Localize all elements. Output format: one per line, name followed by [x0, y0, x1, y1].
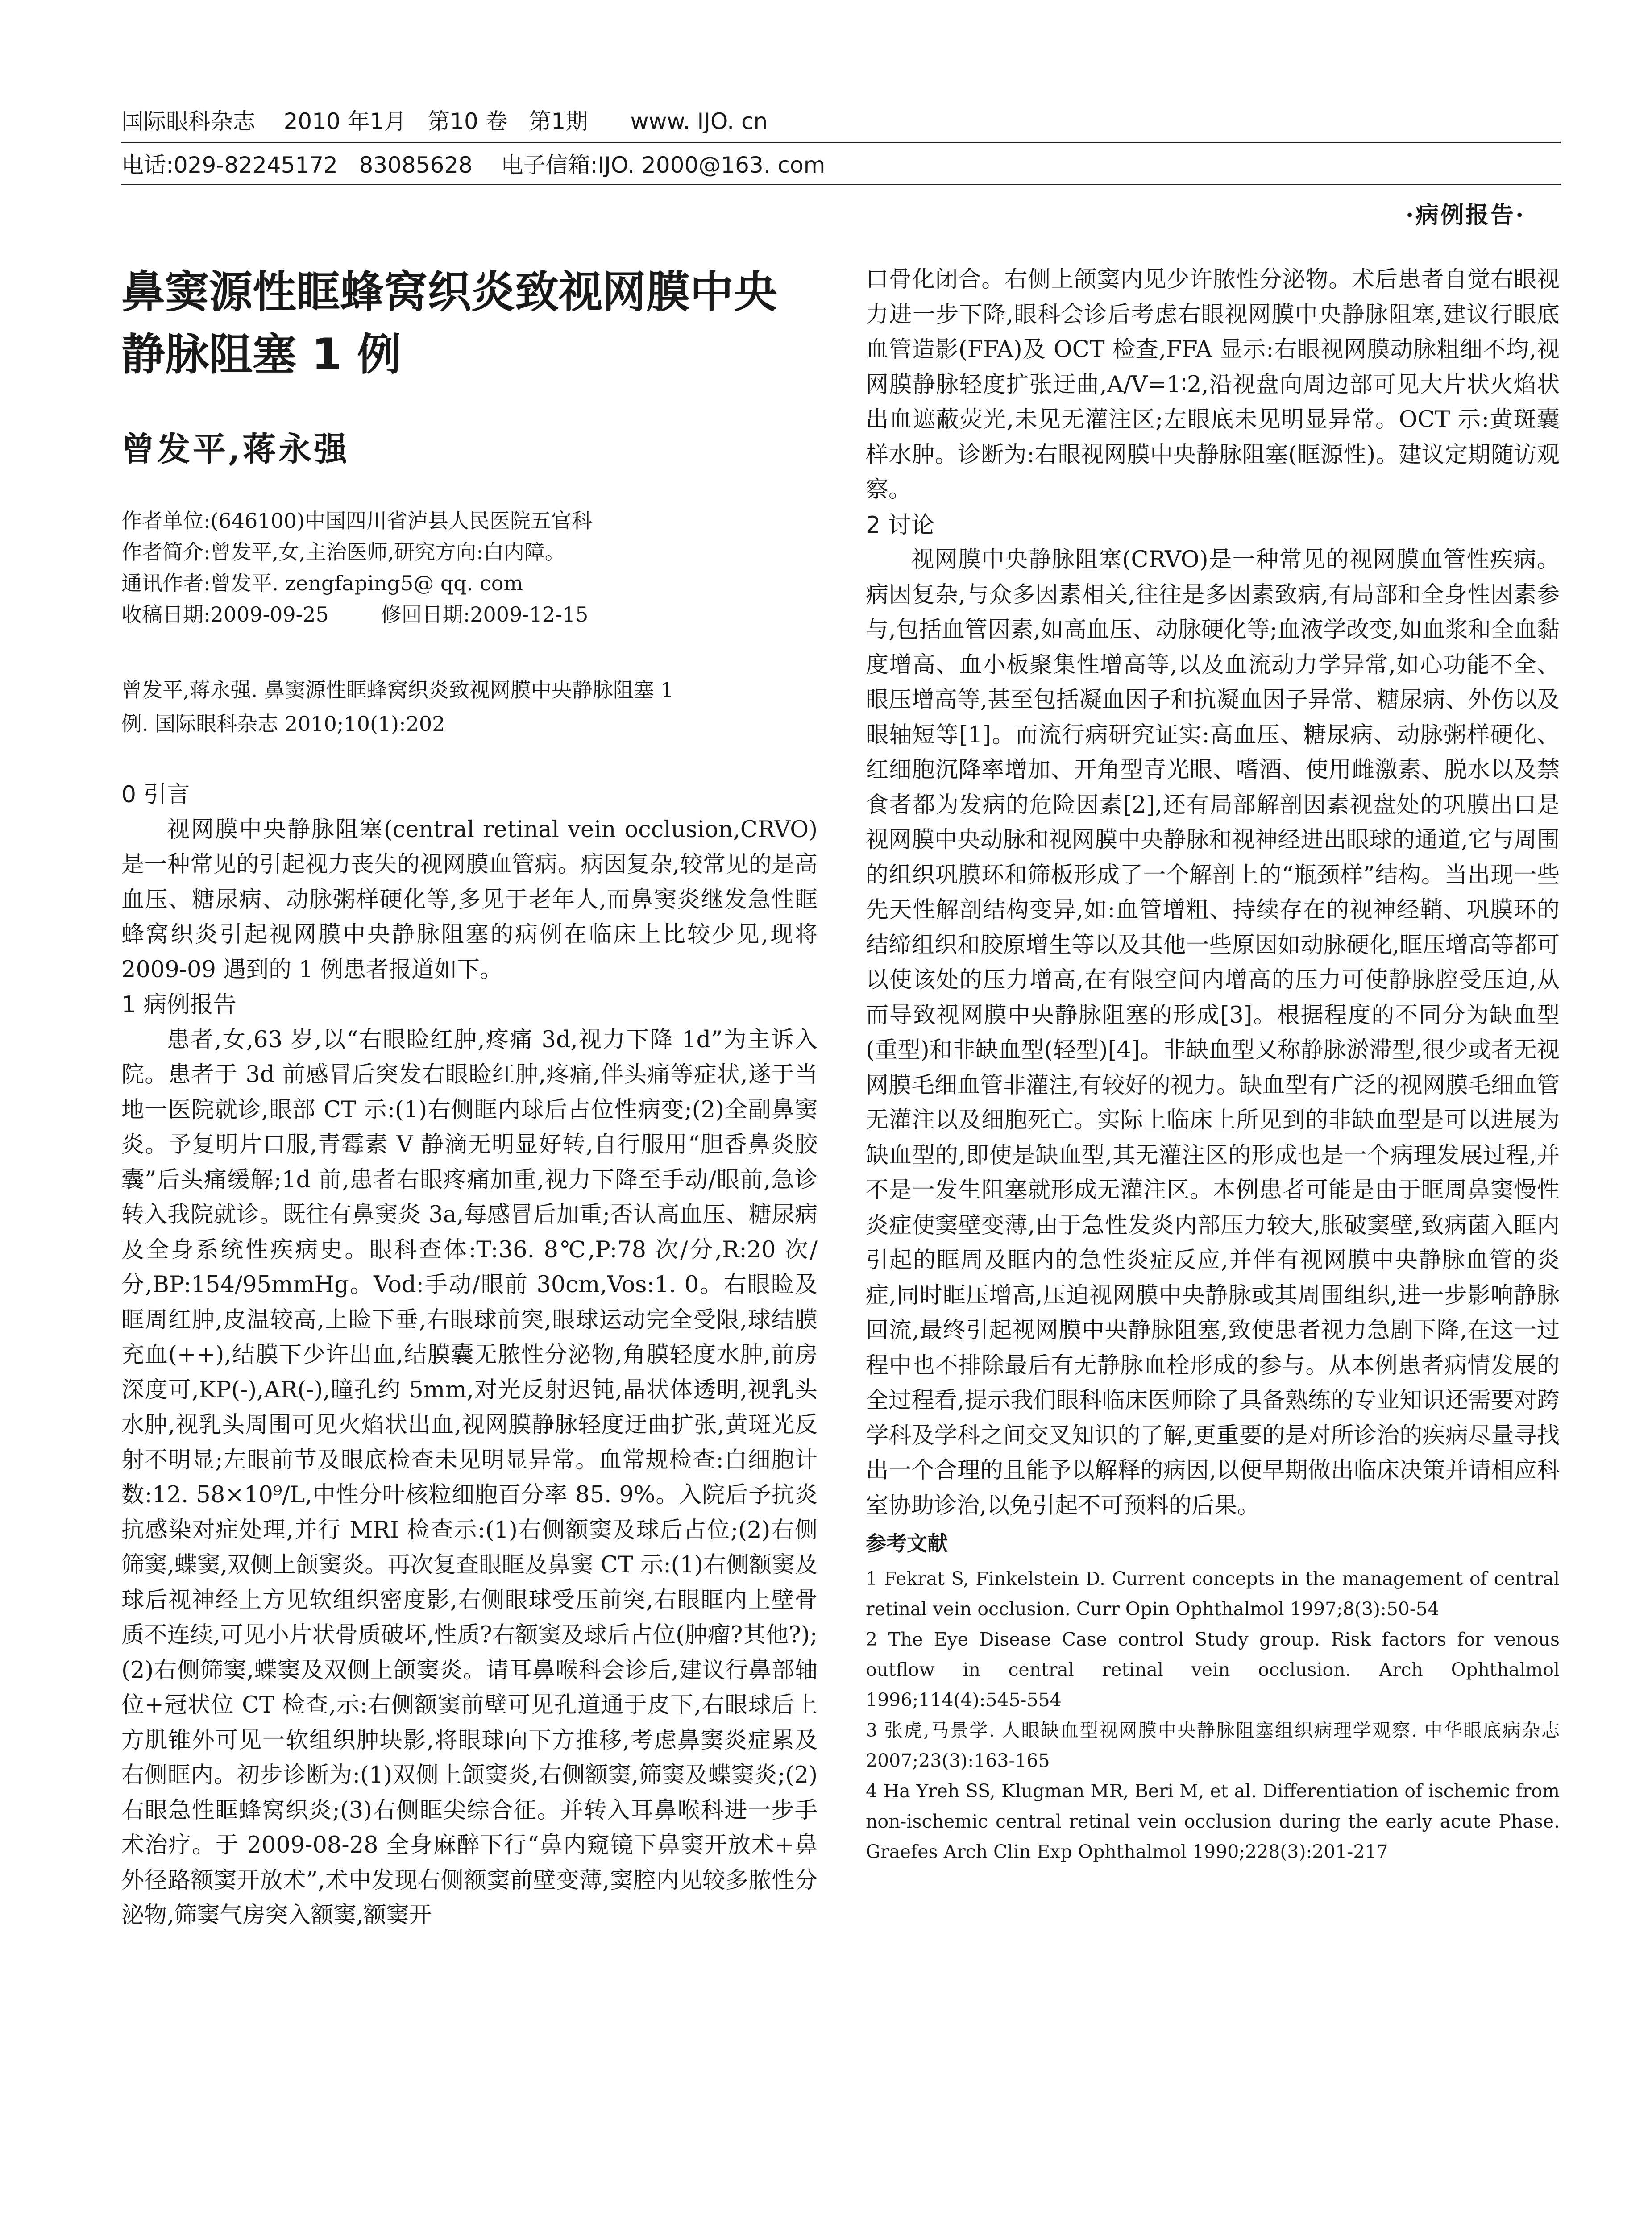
section-heading-intro: 0 引言 [121, 781, 190, 808]
section-heading-discussion: 2 讨论 [866, 511, 934, 539]
discussion-paragraph: 视网膜中央静脉阻塞(CRVO)是一种常见的视网膜血管性疾病。病因复杂,与众多因素相关,往往是多因素致病,有局部和全身性因素参与,包括血管因素,如高血压、动脉硬化等;血液学改变,如血浆和全血黏度增高、血小板聚集性增高等,以及血流动力学异常,如心功能不全、眼压增高等,甚至包括凝血因子和抗凝血因子异常、糖尿病、外伤以及眼轴短等[1]。而流行病研究证实:高血压、糖尿病、动脉粥样硬化、红细胞沉降率增加、开角型青光眼、嗜酒、使用雌激素、脱水以及禁食者都为发病的危险因素[2],还有局部解剖因素视盘处的巩膜出口是视网膜中央动脉和视网膜中央静脉和视神经进出眼球的通道,它与周围的组织巩膜环和筛板形成了一个解剖上的“瓶颈样”结构。当出现一些先天性解剖结构变异,如:血管增粗、持续存在的视神经鞘、巩膜环的结缔组织和胶原增生等以及其他一些原因如动脉硬化,眶压增高等都可以使该处的压力增高,在有限空间内增高的压力可使静脉腔受压迫,从而导致视网膜中央静脉阻塞的形成[3]。根据程度的不同分为缺血型(重型)和非缺血型(轻型)[4]。非缺血型又称静脉淤滞型,很少或者无视网膜毛细血管非灌注,有较好的视力。缺血型有广泛的视网膜毛细血管无灌注以及细胞死亡。实际上临床上所见到的非缺血型是可以进展为缺血型的,即使是缺血型,其无灌注区的形成也是一个病理发展过程,并不是一发生阻塞就形成无灌注区。本例患者可能是由于眶周鼻窦慢性炎症使窦壁变薄,由于急性发炎内部压力较大,胀破窦壁,致病菌入眶内引起的眶周及眶内的急性炎症反应,并伴有视网膜中央静脉血管的炎症,同时眶压增高,压迫视网膜中央静脉或其周围组织,进一步影响静脉回流,最终引起视网膜中央静脉阻塞,致使患者视力急剧下降,在这一过程中也不排除最后有无静脉血栓形成的参与。从本例患者病情发展的全过程看,提示我们眼科临床医师除了具备熟练的专业知识还需要对跨学科及学科之间交叉知识的了解,更重要的是对所诊治的疾病尽量寻找出一个合理的且能予以解释的病因,以便早期做出临床决策并请相应科室协助诊治,以免引起不可预料的后果。 [866, 547, 1560, 1519]
journal-header-line1: 国际眼科杂志 2010 年1月 第10 卷 第1期 www. IJO. cn [121, 108, 768, 134]
header-divider-bottom [121, 184, 1561, 185]
reference-item: 3 张虎,马景学. 人眼缺血型视网膜中央静脉阻塞组织病理学观察. 中华眼底病杂志 2007;23(3):163-165 [866, 1720, 1560, 1771]
journal-header-line2: 电话:029-82245172 83085628 电子信箱:IJO. 2000@163. com [121, 152, 826, 178]
citation-block [121, 673, 818, 741]
corresponding-author: 通讯作者:曾发平. zengfaping5@ qq. com [121, 571, 523, 595]
citation-line: 曾发平,蒋永强. 鼻窦源性眶蜂窝织炎致视网膜中央静脉阻塞 1 [121, 678, 674, 702]
references-heading: 参考文献 [866, 1531, 948, 1555]
section-tag: ·病例报告· [1406, 202, 1526, 229]
authors: 曾发平,蒋永强 [121, 430, 350, 469]
citation-line: 例. 国际眼科杂志 2010;10(1):202 [121, 712, 445, 736]
author-bio: 作者简介:曾发平,女,主治医师,研究方向:白内障。 [121, 540, 565, 564]
reference-item: 4 Ha Yreh SS, Klugman MR, Beri M, et al. Differentiation of ischemic from non-ischemic central retinal vein occlusion during the early acute Phase. Graefes Arch Clin Exp Ophthalmol 1990;228(3):201-217 [866, 1780, 1560, 1862]
left-column [121, 777, 818, 1933]
received-dates: 收稿日期:2009-09-25 修回日期:2009-12-15 [121, 602, 589, 626]
section-heading-case: 1 病例报告 [121, 991, 237, 1018]
article-title: 鼻窦源性眶蜂窝织炎致视网膜中央静脉阻塞 1 例 [121, 267, 778, 380]
author-affiliation: 作者单位:(646100)中国四川省泸县人民医院五官科 [121, 509, 592, 533]
intro-paragraph: 视网膜中央静脉阻塞(central retinal vein occlusion,CRVO)是一种常见的引起视力丧失的视网膜血管病。病因复杂,较常见的是高血压、糖尿病、动脉粥样硬化等,多见于老年人,而鼻窦炎继发急性眶蜂窝织炎引起视网膜中央静脉阻塞的病例在临床上比较少见,现将 2009-09 遇到的 1 例患者报道如下。 [121, 816, 818, 983]
header-divider [121, 142, 1561, 143]
reference-item: 2 The Eye Disease Case control Study group. Risk factors for venous outflow in central retinal vein occlusion. Arch Ophthalmol 1996;114(4):545-554 [866, 1629, 1560, 1711]
right-column [866, 262, 1560, 1867]
reference-item: 1 Fekrat S, Finkelstein D. Current concepts in the management of central retinal vein occlusion. Curr Opin Ophthalmol 1997;8(3):50-54 [866, 1568, 1560, 1620]
author-info [121, 505, 818, 630]
case-paragraph: 患者,女,63 岁,以“右眼睑红肿,疼痛 3d,视力下降 1d”为主诉入院。患者于 3d 前感冒后突发右眼睑红肿,疼痛,伴头痛等症状,遂于当地一医院就诊,眼部 CT 示:(1)右侧眶内球后占位性病变;(2)全副鼻窦炎。予复明片口服,青霉素 V 静滴无明显好转,自行服用“胆香鼻炎胶囊”后头痛缓解;1d 前,患者右眼疼痛加重,视力下降至手动/眼前,急诊转入我院就诊。既往有鼻窦炎 3a,每感冒后加重;否认高血压、糖尿病及全身系统性疾病史。眼科查体:T:36. 8℃,P:78 次/分,R:20 次/分,BP:154/95mmHg。Vod:手动/眼前 30cm,Vos:1. 0。右眼睑及眶周红肿,皮温较高,上睑下垂,右眼球前突,眼球运动完全受限,球结膜充血(++),结膜下少许出血,结膜囊无脓性分泌物,角膜轻度水肿,前房深度可,KP(-),AR(-),瞳孔约 5mm,对光反射迟钝,晶状体透明,视乳头水肿,视乳头周围可见火焰状出血,视网膜静脉轻度迂曲扩张,黄斑光反射不明显;左眼前节及眼底检查未见明显异常。血常规检查:白细胞计数:12. 58×10⁹/L,中性分叶核粒细胞百分率 85. 9%。入院后予抗炎抗感染对症处理,并行 MRI 检查示:(1)右侧额窦及球后占位;(2)右侧筛窦,蝶窦,双侧上颌窦炎。再次复查眼眶及鼻窦 CT 示:(1)右侧额窦及球后视神经上方见软组织密度影,右侧眼球受压前突,右眼眶内上壁骨质不连续,可见小片状骨质破坏,性质?右额窦及球后占位(肿瘤?其他?);(2)右侧筛窦,蝶窦及双侧上颌窦炎。请耳鼻喉科会诊后,建议行鼻部轴位+冠状位 CT 检查,示:右侧额窦前壁可见孔道通于皮下,右眼球后上方肌锥外可见一软组织肿块影,将眼球向下方推移,考虑鼻窦炎症累及右侧眶内。初步诊断为:(1)双侧上颌窦炎,右侧额窦,筛窦及蝶窦炎;(2)右眼急性眶蜂窝织炎;(3)右侧眶尖综合征。并转入耳鼻喉科进一步手术治疗。于 2009-08-28 全身麻醉下行“鼻内窥镜下鼻窦开放术+鼻外径路额窦开放术”,术中发现右侧额窦前壁变薄,窦腔内见较多脓性分泌物,筛窦气房突入额窦,额窦开 [121, 1026, 818, 1928]
case-paragraph-continued: 口骨化闭合。右侧上颌窦内见少许脓性分泌物。术后患者自觉右眼视力进一步下降,眼科会诊后考虑右眼视网膜中央静脉阻塞,建议行眼底血管造影(FFA)及 OCT 检查,FFA 显示:右眼视网膜动脉粗细不均,视网膜静脉轻度扩张迂曲,A/V=1∶2,沿视盘向周边部可见大片状火焰状出血遮蔽荧光,未见无灌注区;左眼底未见明显异常。OCT 示:黄斑囊样水肿。诊断为:右眼视网膜中央静脉阻塞(眶源性)。建议定期随访观察。 [866, 266, 1560, 503]
